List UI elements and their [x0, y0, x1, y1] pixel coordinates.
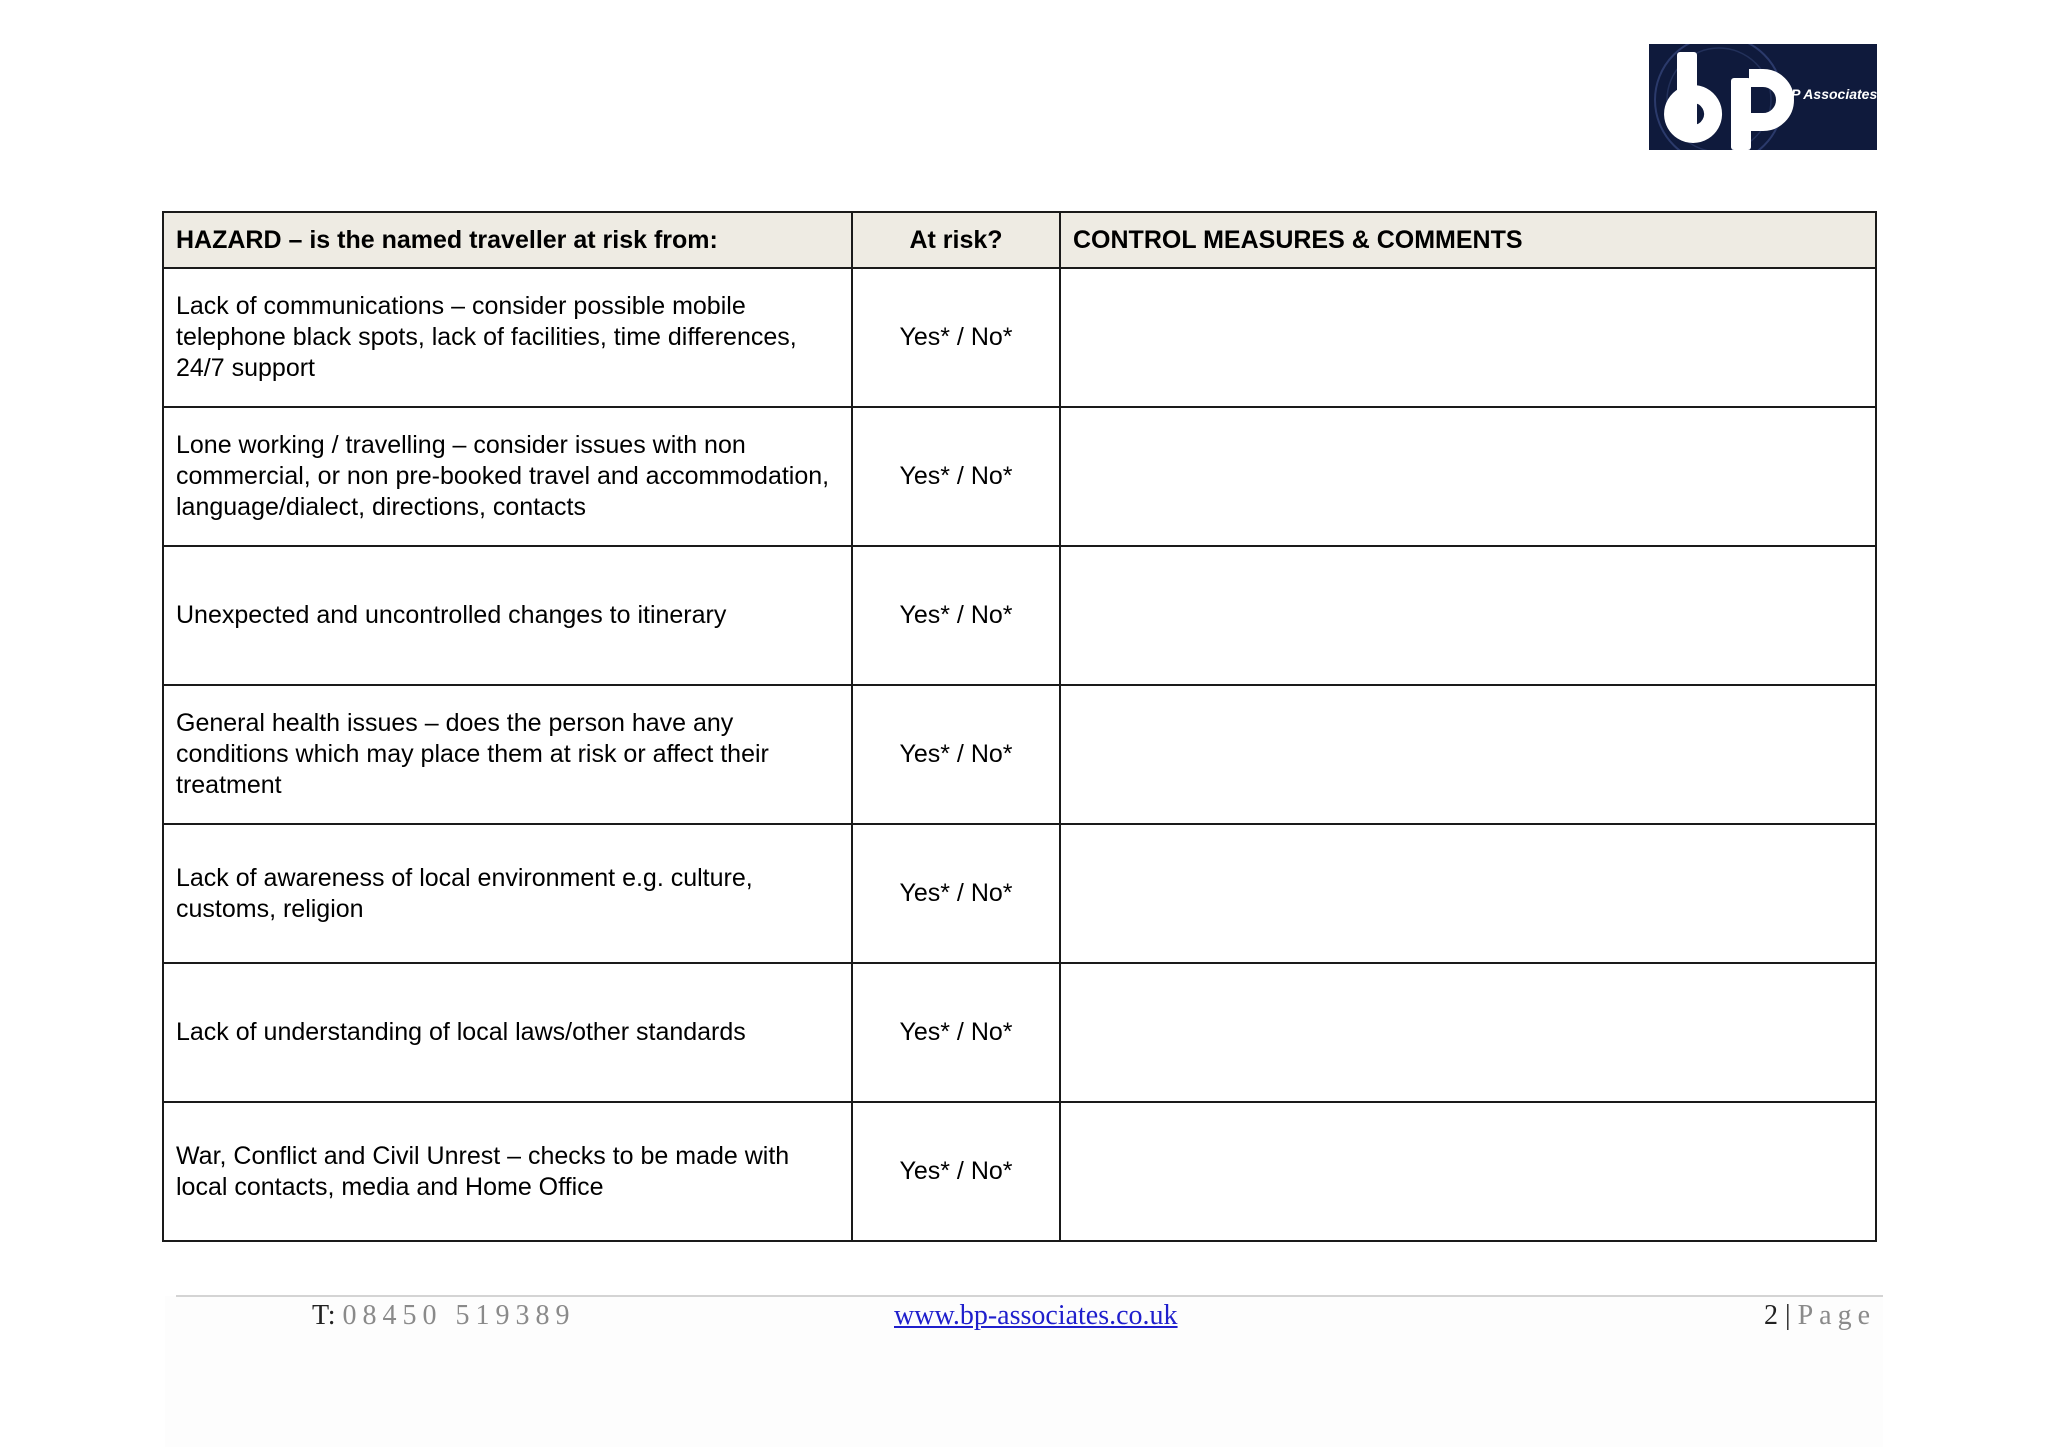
hazard-column-header: HAZARD – is the named traveller at risk from: [163, 212, 852, 268]
table-header-row [163, 212, 1876, 268]
table-row [163, 685, 1876, 824]
at-risk-cell[interactable]: Yes* / No* [852, 824, 1060, 963]
table-row [163, 1102, 1876, 1241]
at-risk-cell[interactable]: Yes* / No* [852, 407, 1060, 546]
at-risk-cell[interactable]: Yes* / No* [852, 1102, 1060, 1241]
at-risk-column-header: At risk? [852, 212, 1060, 268]
at-risk-cell[interactable]: Yes* / No* [852, 685, 1060, 824]
control-measures-cell[interactable] [1060, 963, 1876, 1102]
table-row [163, 268, 1876, 407]
hazard-cell: War, Conflict and Civil Unrest – checks to be made with local contacts, media and Home Office [163, 1102, 852, 1241]
control-measures-cell[interactable] [1060, 824, 1876, 963]
hazard-cell: General health issues – does the person have any conditions which may place them at risk or affect their treatment [163, 685, 852, 824]
hazard-cell: Lack of awareness of local environment e.g. culture, customs, religion [163, 824, 852, 963]
footer-page-number [1764, 1300, 1876, 1332]
control-measures-cell[interactable] [1060, 685, 1876, 824]
logo-text: BP Associates [1781, 86, 1877, 102]
table-row [163, 407, 1876, 546]
phone-number: 08450 519389 [342, 1300, 576, 1331]
phone-label: T: [312, 1300, 336, 1331]
hazard-cell: Lack of understanding of local laws/other standards [163, 963, 852, 1102]
company-logo [1649, 44, 1877, 150]
page-number: 2 | [1763, 1300, 1791, 1331]
at-risk-cell[interactable]: Yes* / No* [852, 963, 1060, 1102]
at-risk-cell[interactable]: Yes* / No* [852, 546, 1060, 685]
control-measures-column-header: CONTROL MEASURES & COMMENTS [1060, 212, 1876, 268]
hazard-cell: Lone working / travelling – consider issues with non commercial, or non pre-booked travel and accommodation, language/dialect, directions, contacts [163, 407, 852, 546]
footer-phone [312, 1300, 576, 1332]
control-measures-cell[interactable] [1060, 407, 1876, 546]
control-measures-cell[interactable] [1060, 1102, 1876, 1241]
table-row [163, 824, 1876, 963]
hazard-table [162, 211, 1877, 1242]
at-risk-cell[interactable]: Yes* / No* [852, 268, 1060, 407]
website-link[interactable]: www.bp-associates.co.uk [894, 1300, 1178, 1331]
control-measures-cell[interactable] [1060, 268, 1876, 407]
hazard-cell: Unexpected and uncontrolled changes to itinerary [163, 546, 852, 685]
hazard-cell: Lack of communications – consider possible mobile telephone black spots, lack of facilities, time differences, 24/7 support [163, 268, 852, 407]
table-row [163, 546, 1876, 685]
page-word: Page [1797, 1300, 1876, 1331]
footer-divider [176, 1295, 1883, 1297]
control-measures-cell[interactable] [1060, 546, 1876, 685]
table-row [163, 963, 1876, 1102]
